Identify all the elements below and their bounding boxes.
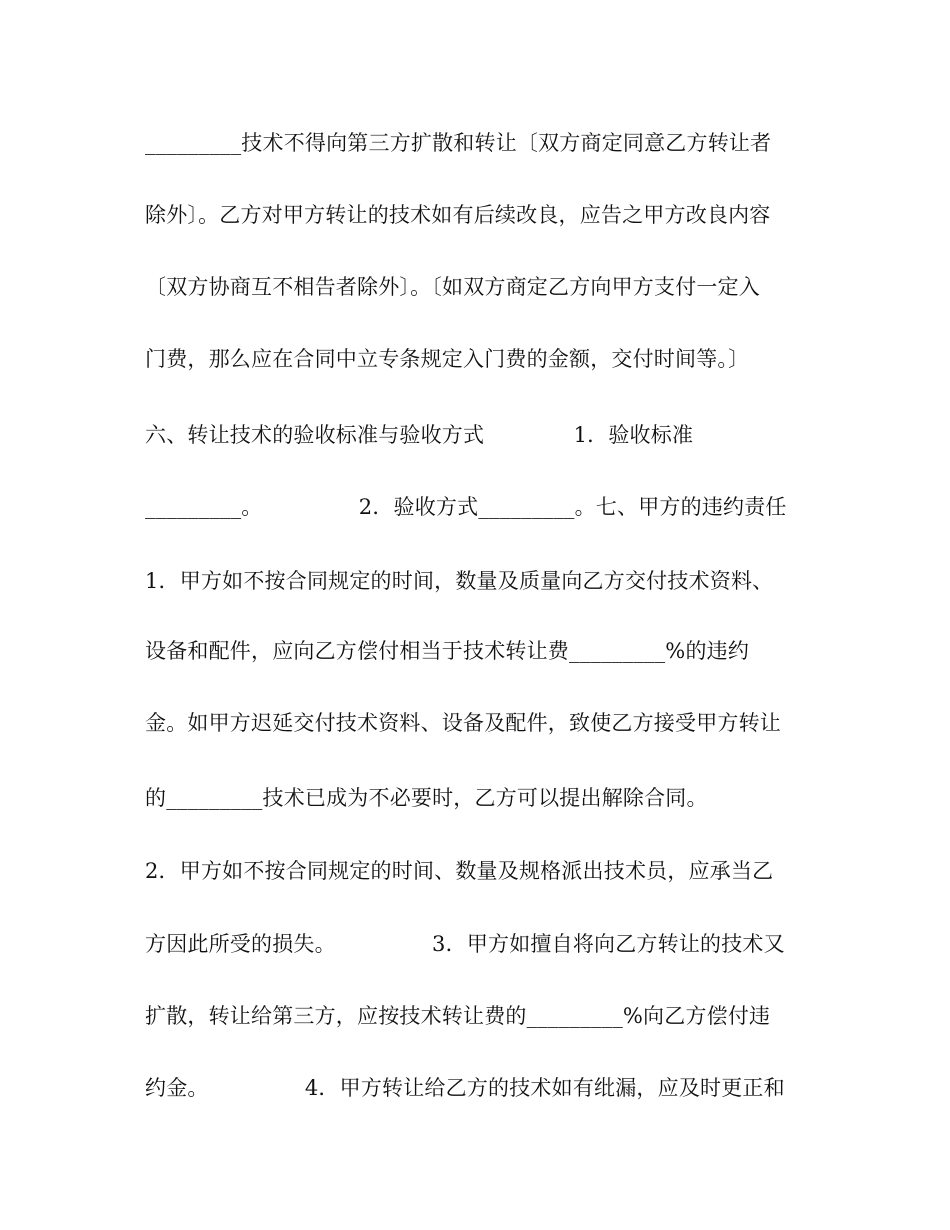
text-line-2: 除外〕。乙方对甲方转让的技术如有后续改良，应告之甲方改良内容 xyxy=(145,203,771,227)
text-line-5: 六、转让技术的验收标准与验收方式 1．验收标准 xyxy=(145,423,694,447)
text-line-7: 1．甲方如不按合同规定的时间，数量及质量向乙方交付技术资料、 xyxy=(145,569,774,593)
text-line-10: 的_________技术已成为不必要时，乙方可以提出解除合同。 xyxy=(145,786,708,810)
text-line-11: 2．甲方如不按合同规定的时间、数量及规格派出技术员，应承当乙 xyxy=(145,859,774,883)
text-line-13: 扩散，转让给第三方，应按技术转让费的_________%向乙方偿付违 xyxy=(145,1004,771,1028)
text-line-6: _________。 2．验收方式_________。七、甲方的违约责任 xyxy=(145,495,787,519)
text-line-1: _________技术不得向第三方扩散和转让〔双方商定同意乙方转让者 xyxy=(145,131,772,155)
text-line-14: 约金。 4．甲方转让给乙方的技术如有纰漏，应及时更正和 xyxy=(145,1076,785,1100)
text-line-9: 金。如甲方迟延交付技术资料、设备及配件，致使乙方接受甲方转让 xyxy=(145,711,781,735)
text-line-4: 门费，那么应在合同中立专条规定入门费的金额，交付时间等。〕 xyxy=(145,347,750,371)
text-line-3: 〔双方协商互不相告者除外〕。〔如双方商定乙方向甲方支付一定入 xyxy=(145,275,760,299)
text-line-8: 设备和配件，应向乙方偿付相当于技术转让费_________%的违约 xyxy=(145,639,750,663)
text-line-12: 方因此所受的损失。 3．甲方如擅自将向乙方转让的技术又 xyxy=(145,932,785,956)
